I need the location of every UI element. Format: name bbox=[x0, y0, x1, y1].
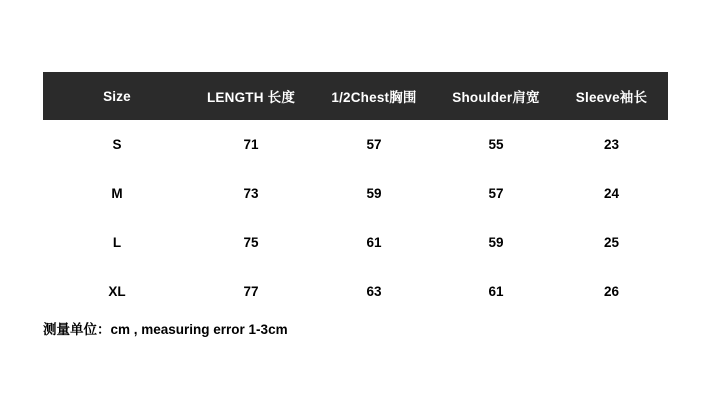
cell-size: L bbox=[43, 218, 191, 267]
column-header-length: LENGTH 长度 bbox=[206, 90, 296, 105]
cell-length: 73 bbox=[191, 169, 311, 218]
cell-chest: 61 bbox=[311, 218, 437, 267]
table-row bbox=[43, 267, 668, 316]
cell-shoulder: 61 bbox=[437, 267, 555, 316]
cell-shoulder: 59 bbox=[437, 218, 555, 267]
column-header-chest: 1/2Chest胸围 bbox=[331, 90, 417, 105]
cell-shoulder: 55 bbox=[437, 120, 555, 169]
table-row bbox=[43, 120, 668, 169]
table-row bbox=[43, 169, 668, 218]
cell-sleeve: 25 bbox=[555, 218, 668, 267]
measurement-note: 测量单位：cm , measuring error 1-3cm bbox=[43, 322, 288, 337]
table-row bbox=[43, 218, 668, 267]
cell-length: 77 bbox=[191, 267, 311, 316]
table-body bbox=[43, 120, 668, 316]
cell-shoulder: 57 bbox=[437, 169, 555, 218]
cell-size: M bbox=[43, 169, 191, 218]
cell-size: S bbox=[43, 120, 191, 169]
table-header bbox=[43, 72, 668, 120]
cell-sleeve: 24 bbox=[555, 169, 668, 218]
column-header-shoulder: Shoulder肩宽 bbox=[452, 90, 540, 105]
cell-chest: 59 bbox=[311, 169, 437, 218]
table-header-row bbox=[43, 72, 668, 120]
cell-size: XL bbox=[43, 267, 191, 316]
size-table bbox=[43, 72, 668, 316]
cell-sleeve: 23 bbox=[555, 120, 668, 169]
cell-length: 71 bbox=[191, 120, 311, 169]
cell-length: 75 bbox=[191, 218, 311, 267]
column-header-size: Size bbox=[103, 88, 131, 104]
size-table-container bbox=[43, 72, 668, 316]
cell-chest: 57 bbox=[311, 120, 437, 169]
cell-chest: 63 bbox=[311, 267, 437, 316]
column-header-sleeve: Sleeve袖长 bbox=[575, 90, 648, 105]
cell-sleeve: 26 bbox=[555, 267, 668, 316]
